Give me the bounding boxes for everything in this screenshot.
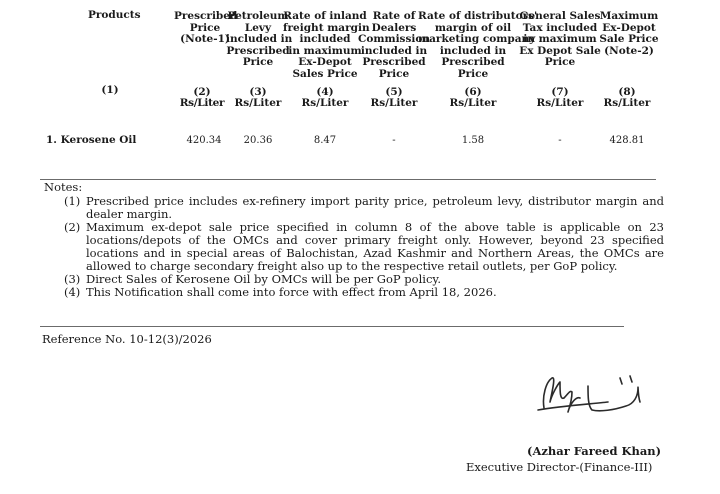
header-line: Prescribed: [226, 44, 290, 57]
header-line: Prescribed: [174, 10, 238, 22]
cell-inland-freight: 8.47: [313, 135, 337, 146]
row-product: 1. Kerosene Oil: [46, 134, 137, 146]
header-line: marketing company: [418, 33, 536, 45]
cell-petroleum-levy: 20.36: [243, 135, 273, 146]
header-max-ex-depot-price: [598, 11, 660, 57]
signature-stroke: [630, 376, 632, 382]
header-line: Price: [242, 56, 274, 68]
note-item: [64, 221, 664, 273]
signature-stroke: [620, 378, 622, 384]
header-line: Rate of distributors': [418, 10, 538, 22]
note-number: (2): [64, 220, 81, 234]
column-unit: Rs/Liter: [536, 97, 584, 109]
header-line: Rate of inland: [283, 10, 367, 22]
header-line: Rate of: [372, 10, 416, 22]
header-line: Prescribed: [362, 56, 426, 68]
signatory-title: Executive Director-(Finance-III): [466, 460, 653, 474]
header-line: freight margin: [283, 21, 370, 34]
cell-general-sales-tax: -: [558, 135, 562, 146]
cell-dealers-commission: -: [392, 135, 396, 146]
header-line: included in: [360, 44, 428, 57]
header-inland-freight: [283, 10, 370, 80]
cell-distributors-margin: 1.58: [461, 135, 485, 146]
header-petroleum-levy: [226, 10, 293, 69]
header-line: Prescribed: [441, 56, 505, 68]
column-number: (6): [464, 86, 482, 98]
header-line: Sale Price: [599, 33, 659, 45]
column-unit: Rs/Liter: [603, 97, 651, 109]
note-text: Direct Sales of Kerosene Oil by OMCs will be per GoP policy.: [86, 272, 442, 286]
header-line: Dealers: [371, 21, 417, 34]
header-general-sales-tax: [518, 11, 602, 69]
note-text: Prescribed price includes ex-refinery import parity price, petroleum levy, distributor margin and dealer margin.: [86, 194, 664, 221]
note-number: (4): [64, 285, 81, 299]
header-line: included in: [439, 44, 507, 57]
column-unit: Rs/Liter: [234, 97, 282, 109]
header-line: (Note-2): [604, 44, 654, 57]
header-line: Commission: [357, 33, 431, 45]
note-item: [64, 286, 664, 299]
note-number: (1): [64, 194, 81, 208]
note-item: [64, 195, 664, 221]
column-number: (1): [101, 84, 119, 96]
header-line: Ex-Depot: [298, 56, 352, 68]
header-line: margin of oil: [434, 21, 512, 34]
column-unit: Rs/Liter: [370, 97, 418, 109]
header-line: Levy: [244, 21, 272, 34]
header-line: Ex-Depot: [602, 21, 656, 34]
header-line: Maximum: [599, 10, 659, 22]
table-bottom-rule: [40, 179, 656, 180]
note-number: (3): [64, 272, 81, 286]
header-products: Products: [88, 9, 141, 21]
note-text: Maximum ex-depot sale price specified in column 8 of the above table is applicable on 23 locations/depots of the OMCs and cover primary freight only. However, beyond 23 specified locations and in special areas of Balochistan, Azad Kashmir and Northern Areas, the OMCs are allowed to charge secondary freight also up to the respective retail outlets, per GoP policy.: [86, 220, 664, 273]
column-number: (8): [618, 86, 636, 98]
header-line: Price: [457, 67, 489, 80]
header-line: Tax included: [522, 21, 598, 34]
cell-max-ex-depot-price: 428.81: [609, 135, 645, 146]
header-line: Price: [189, 21, 221, 34]
column-unit: Rs/Liter: [179, 97, 225, 109]
column-number: (5): [385, 86, 403, 98]
notes-section: [44, 181, 664, 299]
header-line: in maximum: [288, 44, 362, 57]
header-line: in maximum: [523, 33, 597, 45]
header-line: General Sales: [519, 10, 601, 22]
signature-stroke: [538, 402, 608, 410]
column-unit: Rs/Liter: [301, 97, 349, 109]
header-line: Petroleum: [227, 10, 289, 22]
header-line: Price: [378, 67, 410, 80]
header-line: included in: [226, 33, 293, 45]
column-number: (4): [316, 86, 334, 98]
header-line: (Note-1): [180, 33, 230, 45]
signatory-name: (Azhar Fareed Khan): [527, 444, 662, 458]
note-text: This Notification shall come into force with effect from April 18, 2026.: [86, 285, 497, 299]
reference-number: Reference No. 10-12(3)/2026: [42, 332, 212, 346]
column-number: (7): [551, 86, 569, 98]
cell-prescribed-price: 420.34: [186, 135, 222, 146]
header-line: Price: [544, 56, 576, 68]
column-number: (2): [193, 86, 211, 98]
header-line: Ex Depot Sale: [519, 44, 601, 57]
header-line: Sales Price: [292, 67, 358, 80]
notes-title: Notes:: [44, 180, 83, 194]
header-line: included: [299, 33, 351, 45]
column-number: (3): [249, 86, 267, 98]
header-distributors-margin: [418, 10, 538, 80]
signature-stroke: [588, 386, 640, 411]
notes-bottom-rule: [40, 326, 624, 327]
signature-image: [530, 366, 670, 426]
column-unit: Rs/Liter: [449, 97, 497, 109]
